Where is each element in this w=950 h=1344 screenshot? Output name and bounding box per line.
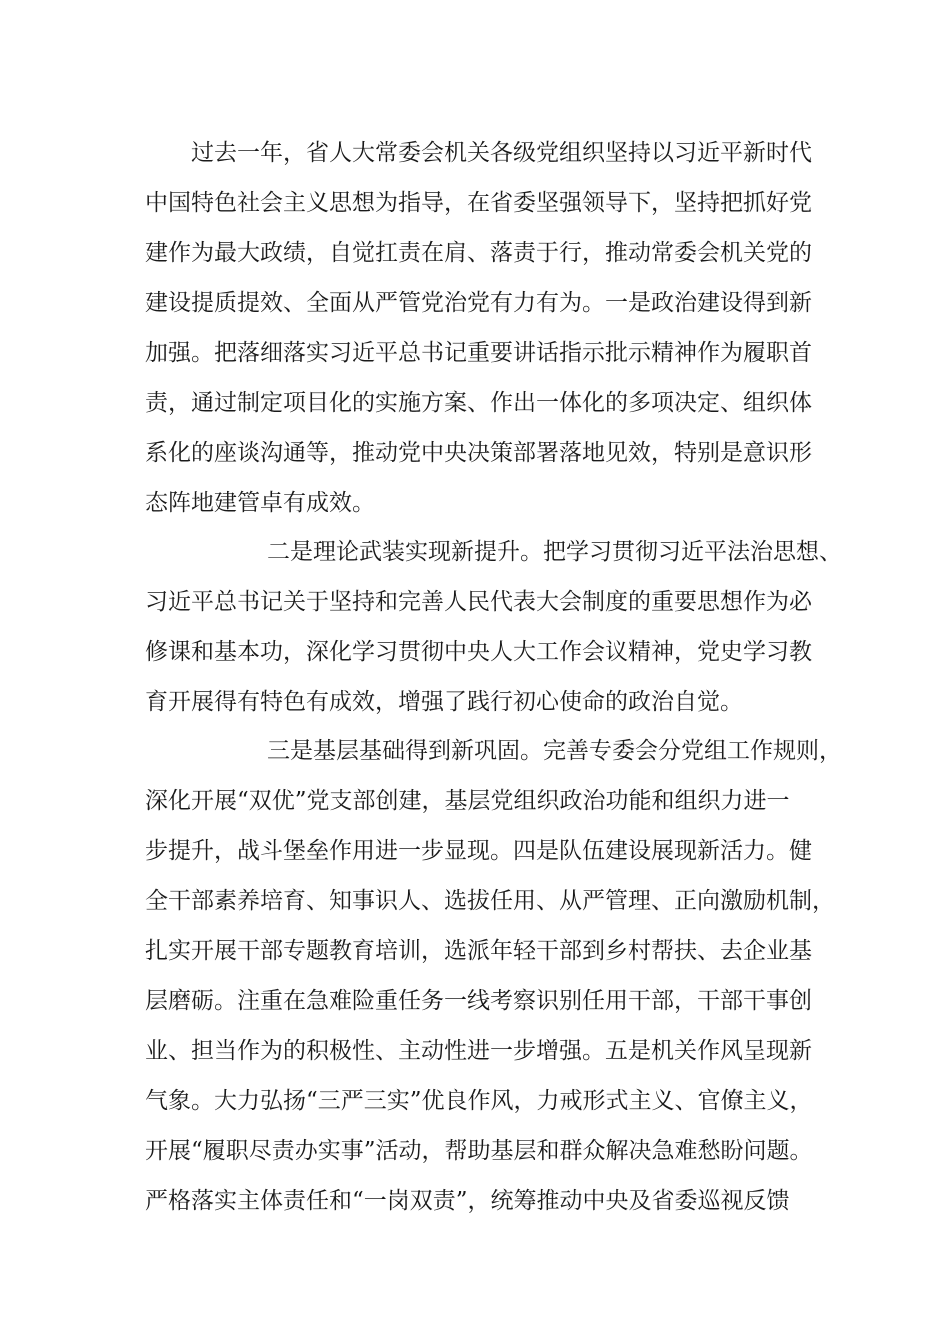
text-line: 开展“履职尽责办实事”活动，帮助基层和群众解决急难愁盼问题。 xyxy=(145,1138,813,1164)
text-line: 修课和基本功，深化学习贯彻中央人大工作会议精神，党史学习教 xyxy=(145,639,812,665)
text-line: 严格落实主体责任和“一岗双责”，统筹推动中央及省委巡视反馈 xyxy=(145,1188,790,1214)
text-line: 深化开展“双优”党支部创建，基层党组织政治功能和组织力进一 xyxy=(145,788,790,814)
text-line: 中国特色社会主义思想为指导，在省委坚强领导下，坚持把抓好党 xyxy=(145,190,812,216)
text-line: 建作为最大政绩，自觉扛责在肩、落责于行，推动常委会机关党的 xyxy=(145,240,812,266)
paragraph-2 xyxy=(145,527,842,727)
text-line: 业、担当作为的积极性、主动性进一步增强。五是机关作风呈现新 xyxy=(145,1038,812,1064)
text-line: 系化的座谈沟通等，推动党中央决策部署落地见效，特别是意识形 xyxy=(145,440,812,466)
text-line: 扎实开展干部专题教育培训，选派年轻干部到乡村帮扶、去企业基 xyxy=(145,938,812,964)
text-line: 建设提质提效、全面从严管党治党有力有为。一是政治建设得到新 xyxy=(145,290,812,316)
paragraph-3 xyxy=(145,726,842,1226)
text-line: 态阵地建管卓有成效。 xyxy=(145,490,375,516)
text-line: 层磨砺。注重在急难险重任务一线考察识别任用干部，干部干事创 xyxy=(145,988,812,1014)
text-line: 过去一年，省人大常委会机关各级党组织坚持以习近平新时代 xyxy=(191,140,812,166)
text-line: 育开展得有特色有成效，增强了践行初心使命的政治自觉。 xyxy=(145,689,743,715)
text-line: 步提升，战斗堡垒作用进一步显现。四是队伍建设展现新活力。健 xyxy=(145,838,812,864)
text-line: 全干部素养培育、知事识人、选拔任用、从严管理、正向激励机制， xyxy=(145,888,835,914)
text-line: 气象。大力弘扬“三严三实”优良作风，力戒形式主义、官僚主义， xyxy=(145,1088,813,1114)
text-line: 三是基层基础得到新巩固。完善专委会分党组工作规则， xyxy=(267,738,842,764)
text-line: 习近平总书记关于坚持和完善人民代表大会制度的重要思想作为必 xyxy=(145,589,812,615)
text-line: 加强。把落细落实习近平总书记重要讲话指示批示精神作为履职首 xyxy=(145,340,812,366)
text-line: 责，通过制定项目化的实施方案、作出一体化的多项决定、组织体 xyxy=(145,390,812,416)
text-line: 二是理论武装实现新提升。把学习贯彻习近平法治思想、 xyxy=(267,539,842,565)
paragraph-1 xyxy=(145,128,812,528)
